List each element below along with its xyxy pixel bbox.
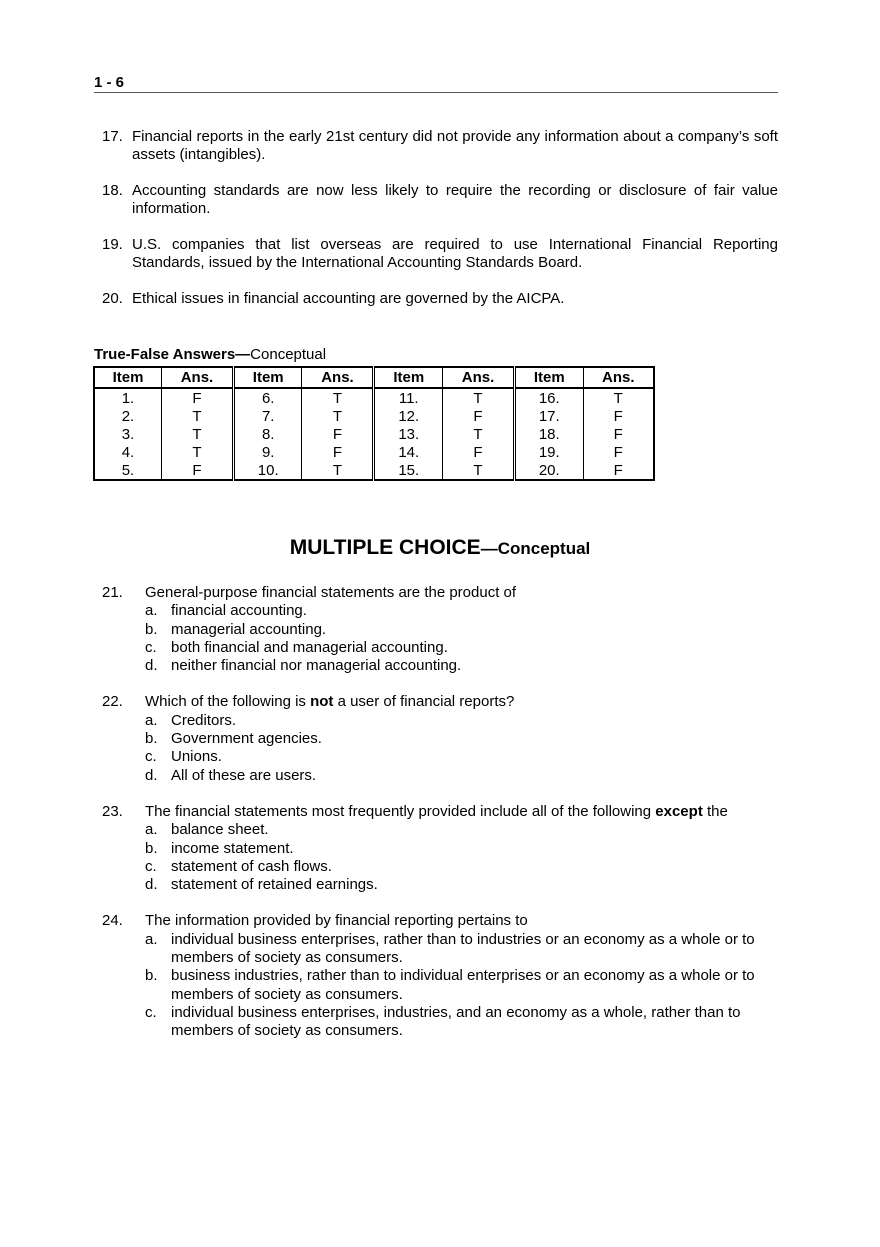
ans-cell: F	[302, 443, 374, 461]
answer-option	[102, 767, 778, 785]
item-cell: 12.	[374, 407, 443, 425]
option-letter: c.	[145, 1003, 157, 1021]
true-false-questions	[102, 128, 778, 326]
ans-cell: T	[302, 388, 374, 407]
answer-option	[102, 712, 778, 730]
ans-cell: T	[161, 443, 233, 461]
option-text: individual business enterprises, industries, and an economy as a whole, rather than to members of society as consumers.	[171, 1003, 741, 1040]
stem-pre: The financial statements most frequently provided include all of the following	[145, 802, 656, 820]
answer-option	[102, 657, 778, 675]
ans-cell: F	[161, 388, 233, 407]
option-text: business industries, rather than to individual enterprises or an economy as a whole or to members of society as consumers.	[171, 967, 755, 1003]
answers-header-row	[94, 367, 654, 388]
answer-option	[102, 621, 778, 639]
option-letter: a.	[145, 930, 158, 948]
page-number: 1 - 6	[94, 74, 125, 91]
option-text: both financial and managerial accounting.	[171, 638, 448, 656]
item-cell: 16.	[515, 388, 584, 407]
option-text: Creditors.	[171, 711, 237, 729]
question-stem	[102, 693, 778, 711]
item-cell: 8.	[233, 425, 302, 443]
question-text: U.S. companies that list overseas are required to use International Financial Reporting Standards, issued by the International Accounting Standards Board.	[132, 236, 778, 271]
option-letter: a.	[145, 602, 158, 620]
option-text: individual business enterprises, rather than to industries or an economy as a whole or to members of society as consumers.	[171, 930, 755, 967]
ans-cell: T	[443, 388, 515, 407]
section-title	[0, 536, 880, 560]
tf-question	[102, 236, 778, 272]
answers-table	[93, 366, 655, 481]
item-cell: 6.	[233, 388, 302, 407]
tf-question	[102, 182, 778, 218]
answer-option	[102, 748, 778, 766]
item-cell: 13.	[374, 425, 443, 443]
answers-title-rest: Conceptual	[250, 346, 327, 363]
option-text: financial accounting.	[171, 602, 307, 620]
question-text	[145, 693, 778, 711]
ans-cell: T	[443, 425, 515, 443]
option-text: statement of cash flows.	[171, 857, 332, 875]
item-cell: 5.	[121, 461, 135, 479]
option-letter: b.	[145, 967, 158, 985]
item-cell: 7.	[233, 407, 302, 425]
option-letter: d.	[145, 876, 158, 894]
tf-question	[102, 290, 778, 308]
question-number: 24.	[102, 912, 123, 930]
option-letter: b.	[145, 620, 158, 638]
header-ans: Ans.	[161, 367, 233, 388]
item-cell: 10.	[233, 461, 302, 480]
section-title-sub: —Conceptual	[480, 539, 591, 558]
answer-option	[102, 840, 778, 858]
answer-option	[102, 821, 778, 839]
answers-row	[94, 388, 654, 407]
stem-emphasis: except	[655, 802, 703, 820]
mc-question	[102, 912, 778, 1040]
option-text: balance sheet.	[171, 821, 269, 839]
ans-cell: F	[302, 425, 374, 443]
answer-option	[102, 858, 778, 876]
header-ans: Ans.	[583, 367, 654, 388]
option-text: statement of retained earnings.	[171, 876, 378, 894]
stem-post: a user of financial reports?	[333, 693, 515, 711]
option-letter: d.	[145, 657, 158, 675]
question-number: 20.	[102, 290, 123, 307]
option-letter: b.	[145, 730, 158, 748]
mc-question	[102, 584, 778, 675]
option-letter: c.	[145, 638, 157, 656]
ans-cell: F	[583, 461, 654, 480]
question-number: 17.	[102, 128, 123, 145]
header-item: Item	[233, 367, 302, 388]
answers-row	[94, 407, 654, 425]
question-text: The information provided by financial reporting pertains to	[145, 912, 528, 930]
question-text: General-purpose financial statements are the product of	[145, 584, 517, 601]
ans-cell: T	[302, 407, 374, 425]
option-letter: c.	[145, 857, 157, 875]
answer-option	[102, 639, 778, 657]
header-ans: Ans.	[302, 367, 374, 388]
question-number: 18.	[102, 182, 123, 199]
mc-question	[102, 693, 778, 784]
option-letter: c.	[145, 748, 157, 766]
header-item: Item	[515, 367, 584, 388]
header-rule	[94, 92, 778, 93]
stem-emphasis: not	[310, 693, 334, 711]
answer-option	[102, 967, 778, 1004]
answers-row	[94, 461, 654, 480]
question-number: 19.	[102, 236, 123, 253]
option-text: neither financial nor managerial accounting.	[171, 657, 462, 675]
option-letter: b.	[145, 839, 158, 857]
ans-cell: T	[161, 425, 233, 443]
question-number: 23.	[102, 802, 123, 820]
question-text	[145, 803, 778, 821]
stem-post: the	[702, 802, 728, 820]
header-item: Item	[94, 367, 161, 388]
ans-cell: T	[443, 461, 515, 480]
question-number: 22.	[102, 693, 123, 711]
answer-option	[102, 602, 778, 620]
question-text: Financial reports in the early 21st century did not provide any information about a company’s soft assets (intangibles).	[132, 128, 778, 163]
answers-row	[94, 443, 654, 461]
question-text: Accounting standards are now less likely to require the recording or disclosure of fair value information.	[132, 182, 778, 217]
question-text: Ethical issues in financial accounting are governed by the AICPA.	[132, 290, 565, 307]
item-cell: 1.	[121, 389, 135, 407]
header-item: Item	[374, 367, 443, 388]
mc-question	[102, 803, 778, 894]
option-text: All of these are users.	[171, 766, 317, 784]
question-number: 21.	[102, 584, 123, 601]
option-letter: a.	[145, 711, 158, 729]
option-letter: d.	[145, 766, 158, 784]
header-ans: Ans.	[443, 367, 515, 388]
ans-cell: F	[161, 461, 233, 480]
question-stem	[102, 584, 778, 602]
ans-cell: F	[443, 407, 515, 425]
question-stem	[102, 803, 778, 821]
option-text: Unions.	[171, 748, 222, 766]
item-cell: 11.	[374, 388, 443, 407]
ans-cell: F	[583, 425, 654, 443]
multiple-choice-questions	[102, 584, 778, 1059]
ans-cell: F	[583, 443, 654, 461]
item-cell: 20.	[515, 461, 584, 480]
item-cell: 17.	[515, 407, 584, 425]
answer-option	[102, 931, 778, 968]
item-cell: 19.	[515, 443, 584, 461]
option-text: Government agencies.	[171, 730, 322, 748]
item-cell: 18.	[515, 425, 584, 443]
ans-cell: T	[161, 407, 233, 425]
ans-cell: T	[302, 461, 374, 480]
option-letter: a.	[145, 821, 158, 839]
item-cell: 9.	[233, 443, 302, 461]
answer-option	[102, 876, 778, 894]
item-cell: 15.	[374, 461, 443, 480]
section-title-main: MULTIPLE CHOICE	[289, 536, 481, 559]
stem-pre: Which of the following is	[145, 693, 311, 711]
option-text: managerial accounting.	[171, 620, 327, 638]
tf-question	[102, 128, 778, 164]
answers-title-bold: True-False Answers—	[94, 346, 251, 363]
ans-cell: F	[443, 443, 515, 461]
answers-row	[94, 425, 654, 443]
item-cell: 3.	[121, 425, 135, 443]
question-stem	[102, 912, 778, 930]
item-cell: 4.	[121, 443, 135, 461]
answers-title	[94, 346, 326, 363]
ans-cell: F	[583, 407, 654, 425]
item-cell: 14.	[374, 443, 443, 461]
option-text: income statement.	[171, 839, 294, 857]
ans-cell: T	[583, 388, 654, 407]
answer-option	[102, 730, 778, 748]
answer-option	[102, 1004, 778, 1041]
item-cell: 2.	[121, 407, 135, 425]
